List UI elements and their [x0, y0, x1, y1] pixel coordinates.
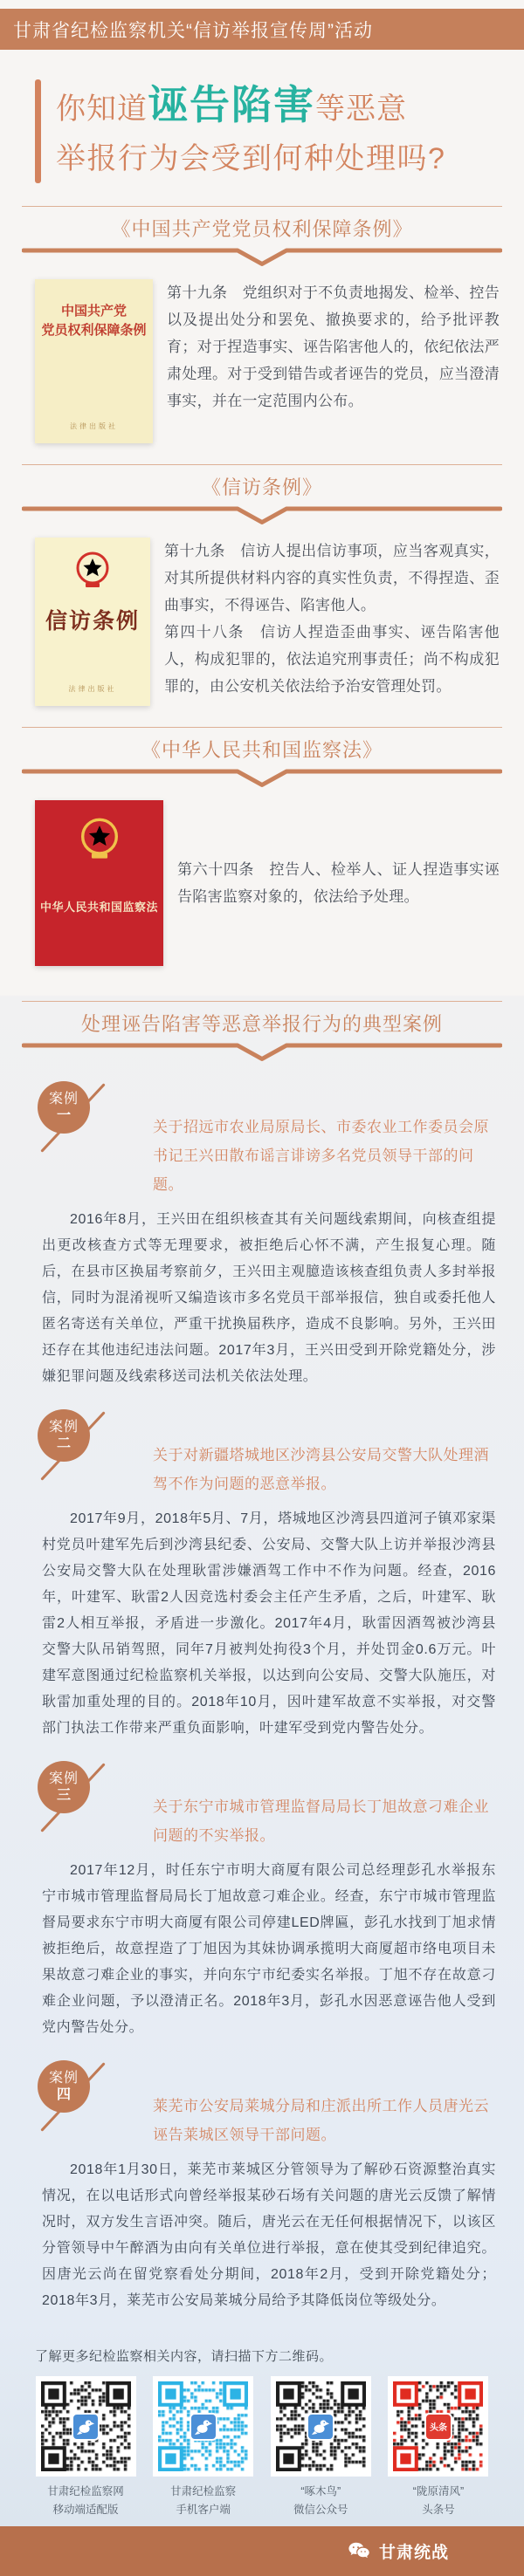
case-badge-number: 四 — [56, 2087, 71, 2102]
qr-caption-line: 甘肃纪检监察网 — [47, 2485, 124, 2497]
qr-caption-line: “啄木鸟” — [300, 2485, 341, 2497]
cases-section-header — [0, 987, 524, 1062]
case-badge-label: 案例 — [48, 1092, 79, 1106]
law-article-text — [177, 856, 500, 910]
top-banner — [0, 9, 524, 50]
case-badge-number: 三 — [56, 1788, 71, 1803]
divider-thin-line — [22, 1001, 502, 1002]
section-title: 《中国共产党党员权利保障条例》 — [111, 218, 413, 240]
case-item — [26, 1761, 498, 2041]
national-emblem-icon — [80, 818, 119, 861]
banner-text: 甘肃省纪检监察机关“信访举报宣传周”活动 — [13, 20, 373, 41]
case-title: 关于东宁市城市管理监督局局长丁旭故意刁难企业问题的不实举报。 — [153, 1798, 489, 1844]
case-badge — [38, 1761, 90, 1813]
law-article: 第四十八条 信访人捏造歪曲事实、诬告陷害他人，构成犯罪的，依法追究刑事责任；尚不构成犯罪的，由公安机关依法给予治安管理处罚。 — [164, 624, 500, 695]
case-badge-number: 二 — [56, 1436, 71, 1451]
book-title: 信访条例 — [45, 610, 140, 634]
title-suffix: 等恶意 — [315, 92, 407, 126]
divider-thin-line — [22, 727, 502, 728]
book-publisher: 法律出版社 — [70, 422, 118, 430]
book-title — [41, 302, 146, 340]
law-section — [0, 206, 524, 443]
law-article: 第六十四条 控告人、检举人、证人捏造事实诬告陷害监察对象的，依法给予处理。 — [177, 861, 500, 905]
case-badge-label: 案例 — [48, 1771, 79, 1786]
qr-caption-line: 手机客户端 — [176, 2504, 231, 2516]
woodpecker-bird-icon — [307, 2413, 334, 2441]
book-title-line: 中国共产党 — [60, 305, 127, 319]
qr-prompt-text: 了解更多纪检监察相关内容，请扫描下方二维码。 — [35, 2349, 334, 2364]
cases-section — [0, 987, 524, 2314]
qr-caption — [293, 2483, 348, 2519]
divider-chevron — [22, 248, 502, 267]
qr-caption-line: 头条号 — [422, 2504, 455, 2516]
qr-row — [0, 2376, 524, 2519]
qr-caption — [170, 2483, 236, 2519]
qr-code-item — [33, 2376, 138, 2519]
case-title: 关于招远市农业局原局长、市委农业工作委员会原书记王兴田散布谣言诽谤多名党员领导干部的问题。 — [153, 1119, 489, 1193]
title-line-2: 举报行为会受到何种处理吗? — [56, 142, 446, 175]
qr-caption-line: 移动端适配版 — [52, 2504, 119, 2516]
book-title-line: 党员权利保障条例 — [41, 324, 147, 338]
law-book-cover — [35, 279, 153, 443]
section-header — [0, 206, 524, 267]
law-content-row — [0, 800, 524, 966]
case-badge-label: 案例 — [48, 1420, 79, 1435]
title-prefix: 你知道 — [56, 92, 148, 126]
laws-container — [0, 206, 524, 966]
law-book-cover — [35, 538, 150, 706]
case-body: 2017年9月，2018年5月、7月，塔城地区沙湾县四道河子镇邓家渠村党员叶建军先后到沙湾县纪委、公安局、交警大队上访并举报沙湾县公安局交警大队在处理耿雷涉嫌酒驾工作中不作为问题。经查，2016年，叶建军、耿雷2人因竞选村委会主任产生矛盾，之后，叶建军、耿雷2人相互举报，矛盾进一步激化。2017年4月，耿雷因酒驾被沙湾县交警大队吊销驾照，同年7月被判处拘役3个月，并处罚金0.6万元。叶建军意图通过纪检监察机关举报，以达到向公安局、交警大队施压，对耿雷加重处理的目的。2018年10月，因叶建军故意不实举报，对交警部门执法工作带来严重负面影响，叶建军受到党内警告处分。 — [42, 1511, 496, 1736]
qr-code-item — [268, 2376, 373, 2519]
qr-code — [271, 2376, 371, 2477]
article-title — [35, 79, 507, 183]
qr-code — [388, 2376, 488, 2477]
case-badge — [38, 1409, 90, 1462]
case-badge — [38, 1081, 90, 1134]
case-item — [26, 2060, 498, 2314]
case-badge-label: 案例 — [48, 2071, 79, 2086]
law-section — [0, 464, 524, 706]
law-section — [0, 727, 524, 966]
qr-caption — [413, 2483, 464, 2519]
law-article-text — [167, 279, 500, 443]
divider-chevron — [22, 506, 502, 525]
title-highlight: 诬告陷害 — [148, 82, 315, 127]
section-header — [0, 464, 524, 525]
divider-chevron — [22, 769, 502, 788]
toutiao-logo-text: 头条 — [429, 2423, 447, 2433]
case-body: 2016年8月，王兴田在组织核查其有关问题线索期间，向核查组提出更改核查方式等无理要求，被拒绝后心怀不满，产生报复心理。随后，在县市区换届考察前夕，王兴田主观臆造该核查组负责人多封举报信，同时为混淆视听又编造该市多名党员干部举报信，独自或委托他人匿名寄送有关单位，严重干扰换届秩序，造成不良影响。另外，王兴田还存在其他违纪违法问题。2017年3月，王兴田受到开除党籍处分，涉嫌犯罪问题及线索移送司法机关依法处理。 — [42, 1212, 496, 1384]
law-book-cover — [35, 800, 163, 966]
case-badge-number: 一 — [56, 1108, 71, 1123]
case-badge — [38, 2060, 90, 2113]
qr-caption-line: 微信公众号 — [293, 2504, 348, 2516]
book-title: 中华人民共和国监察法 — [39, 901, 158, 914]
title-accent-bar — [35, 79, 41, 183]
case-body: 2018年1月30日，莱芜市莱城区分管领导为了解砂石资源整治真实情况，在以电话形式向曾经举报某砂石场有关问题的唐光云反馈了解情况时，双方发生言语冲突。随后，唐光云在无任何根据情况下，以该区分管领导中午醉酒为由向有关单位进行举报，意在使其受到纪律追究。因唐光云尚在留党察看处分期间，2018年2月，受到开除党籍处分；2018年3月，莱芜市公安局莱城分局给予其降低岗位等级处分。 — [42, 2162, 496, 2308]
qr-caption-line: “陇原清风” — [412, 2485, 465, 2497]
divider-thin-line — [22, 464, 502, 465]
toutiao-logo-icon — [424, 2413, 452, 2441]
woodpecker-bird-icon — [72, 2413, 100, 2441]
law-article: 第十九条 党组织对于不负责地揭发、检举、控告以及提出处分和罢免、撤换要求的，给予批评教育；对于捏造事实、诬告陷害他人的，依纪依法严肃处理。对于受到错告或者诬告的党员，应当澄清事实，并在一定范围内公布。 — [167, 284, 500, 409]
qr-caption — [47, 2483, 124, 2519]
law-content-row — [0, 279, 524, 443]
cases-container — [0, 1081, 524, 2314]
qr-code-item — [386, 2376, 491, 2519]
bottom-brand-bar — [0, 2526, 524, 2576]
national-emblem-icon — [76, 552, 109, 590]
section-title: 《信访条例》 — [201, 476, 322, 498]
law-article: 第十九条 信访人提出信访事项，应当客观真实，对其所提供材料内容的真实性负责，不得捏造、歪曲事实，不得诬告、陷害他人。 — [164, 543, 500, 613]
law-content-row — [0, 538, 524, 706]
section-header — [0, 727, 524, 788]
cases-header-title: 处理诬告陷害等恶意举报行为的典型案例 — [80, 1013, 443, 1035]
brand-label: 甘肃统战 — [378, 2544, 449, 2562]
qr-code — [153, 2376, 253, 2477]
woodpecker-bird-icon — [190, 2413, 217, 2441]
wechat-icon — [348, 2541, 372, 2561]
qr-code — [36, 2376, 136, 2477]
footer — [0, 2319, 524, 2526]
case-title: 莱芜市公安局莱城分局和庄派出所工作人员唐光云诬告莱城区领导干部问题。 — [153, 2098, 489, 2143]
case-title: 关于对新疆塔城地区沙湾县公安局交警大队处理酒驾不作为问题的恶意举报。 — [153, 1447, 489, 1492]
case-item — [26, 1081, 498, 1390]
section-title: 《中华人民共和国监察法》 — [141, 739, 383, 761]
case-item — [26, 1409, 498, 1742]
book-publisher: 法律出版社 — [68, 685, 117, 693]
title-line-1 — [56, 79, 445, 134]
law-article-text — [164, 538, 500, 706]
case-body: 2017年12月，时任东宁市明大商厦有限公司总经理彭孔水举报东宁市城市管理监督局局长丁旭故意刁难企业。经查，东宁市城市管理监督局要求东宁市明大商厦有限公司停建LED牌匾，彭孔水找到丁旭求情被拒绝后，故意捏造了丁旭因为其妹协调承揽明大商厦超市络电项目未果故意刁难企业的事实，并向东宁市纪委实名举报。丁旭不存在故意刁难企业问题，予以澄清正名。2018年3月，彭孔水因恶意诬告他人受到党内警告处分。 — [42, 1863, 496, 2035]
qr-caption-line: 甘肃纪检监察 — [170, 2485, 237, 2497]
divider-chevron — [22, 1043, 502, 1062]
qr-code-item — [151, 2376, 256, 2519]
divider-thin-line — [22, 206, 502, 207]
